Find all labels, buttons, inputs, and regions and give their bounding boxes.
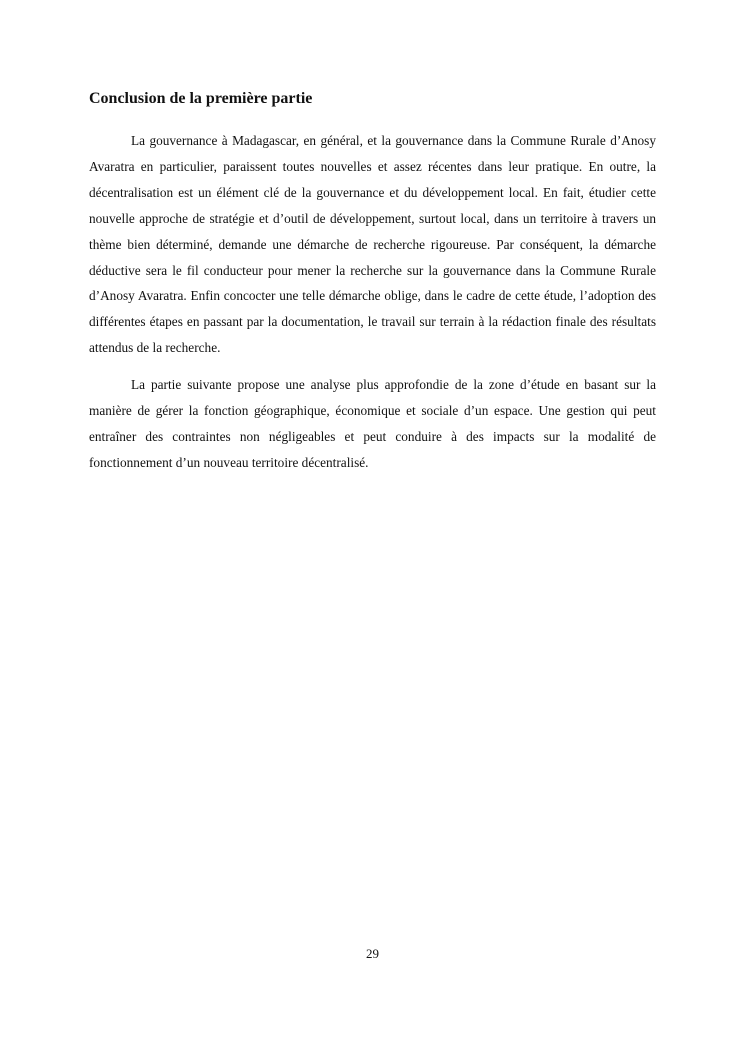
paragraph-2: La partie suivante propose une analyse plus approfondie de la zone d’étude en basant sur la manière de gérer la fonction géographique, économique et sociale d’un espace. Une gestion qui peut entraîner des contraintes non négligeables et peut conduire à des impacts sur la modalité de fonctionnement d’un nouveau territoire décentralisé. [89, 377, 656, 470]
section-heading: Conclusion de la première partie [89, 90, 313, 107]
page-content [89, 88, 656, 487]
paragraph-1: La gouvernance à Madagascar, en général, et la gouvernance dans la Commune Rurale d’Anosy Avaratra en particulier, paraissent toutes nouvelles et assez récentes dans leur pratique. En outre, la décentralisation est un élément clé de la gouvernance et du développement local. En fait, étudier cette nouvelle approche de stratégie et d’outil de développement, surtout local, dans un territoire à travers un thème bien déterminé, demande une démarche de recherche rigoureuse. Par conséquent, la démarche déductive sera le fil conducteur pour mener la recherche sur la gouvernance dans la Commune Rurale d’Anosy Avaratra. Enfin concocter une telle démarche oblige, dans le cadre de cette étude, l’adoption des différentes étapes en passant par la documentation, le travail sur terrain à la rédaction finale des résultats attendus de la recherche. [89, 133, 656, 356]
page-number: 29 [366, 946, 379, 961]
